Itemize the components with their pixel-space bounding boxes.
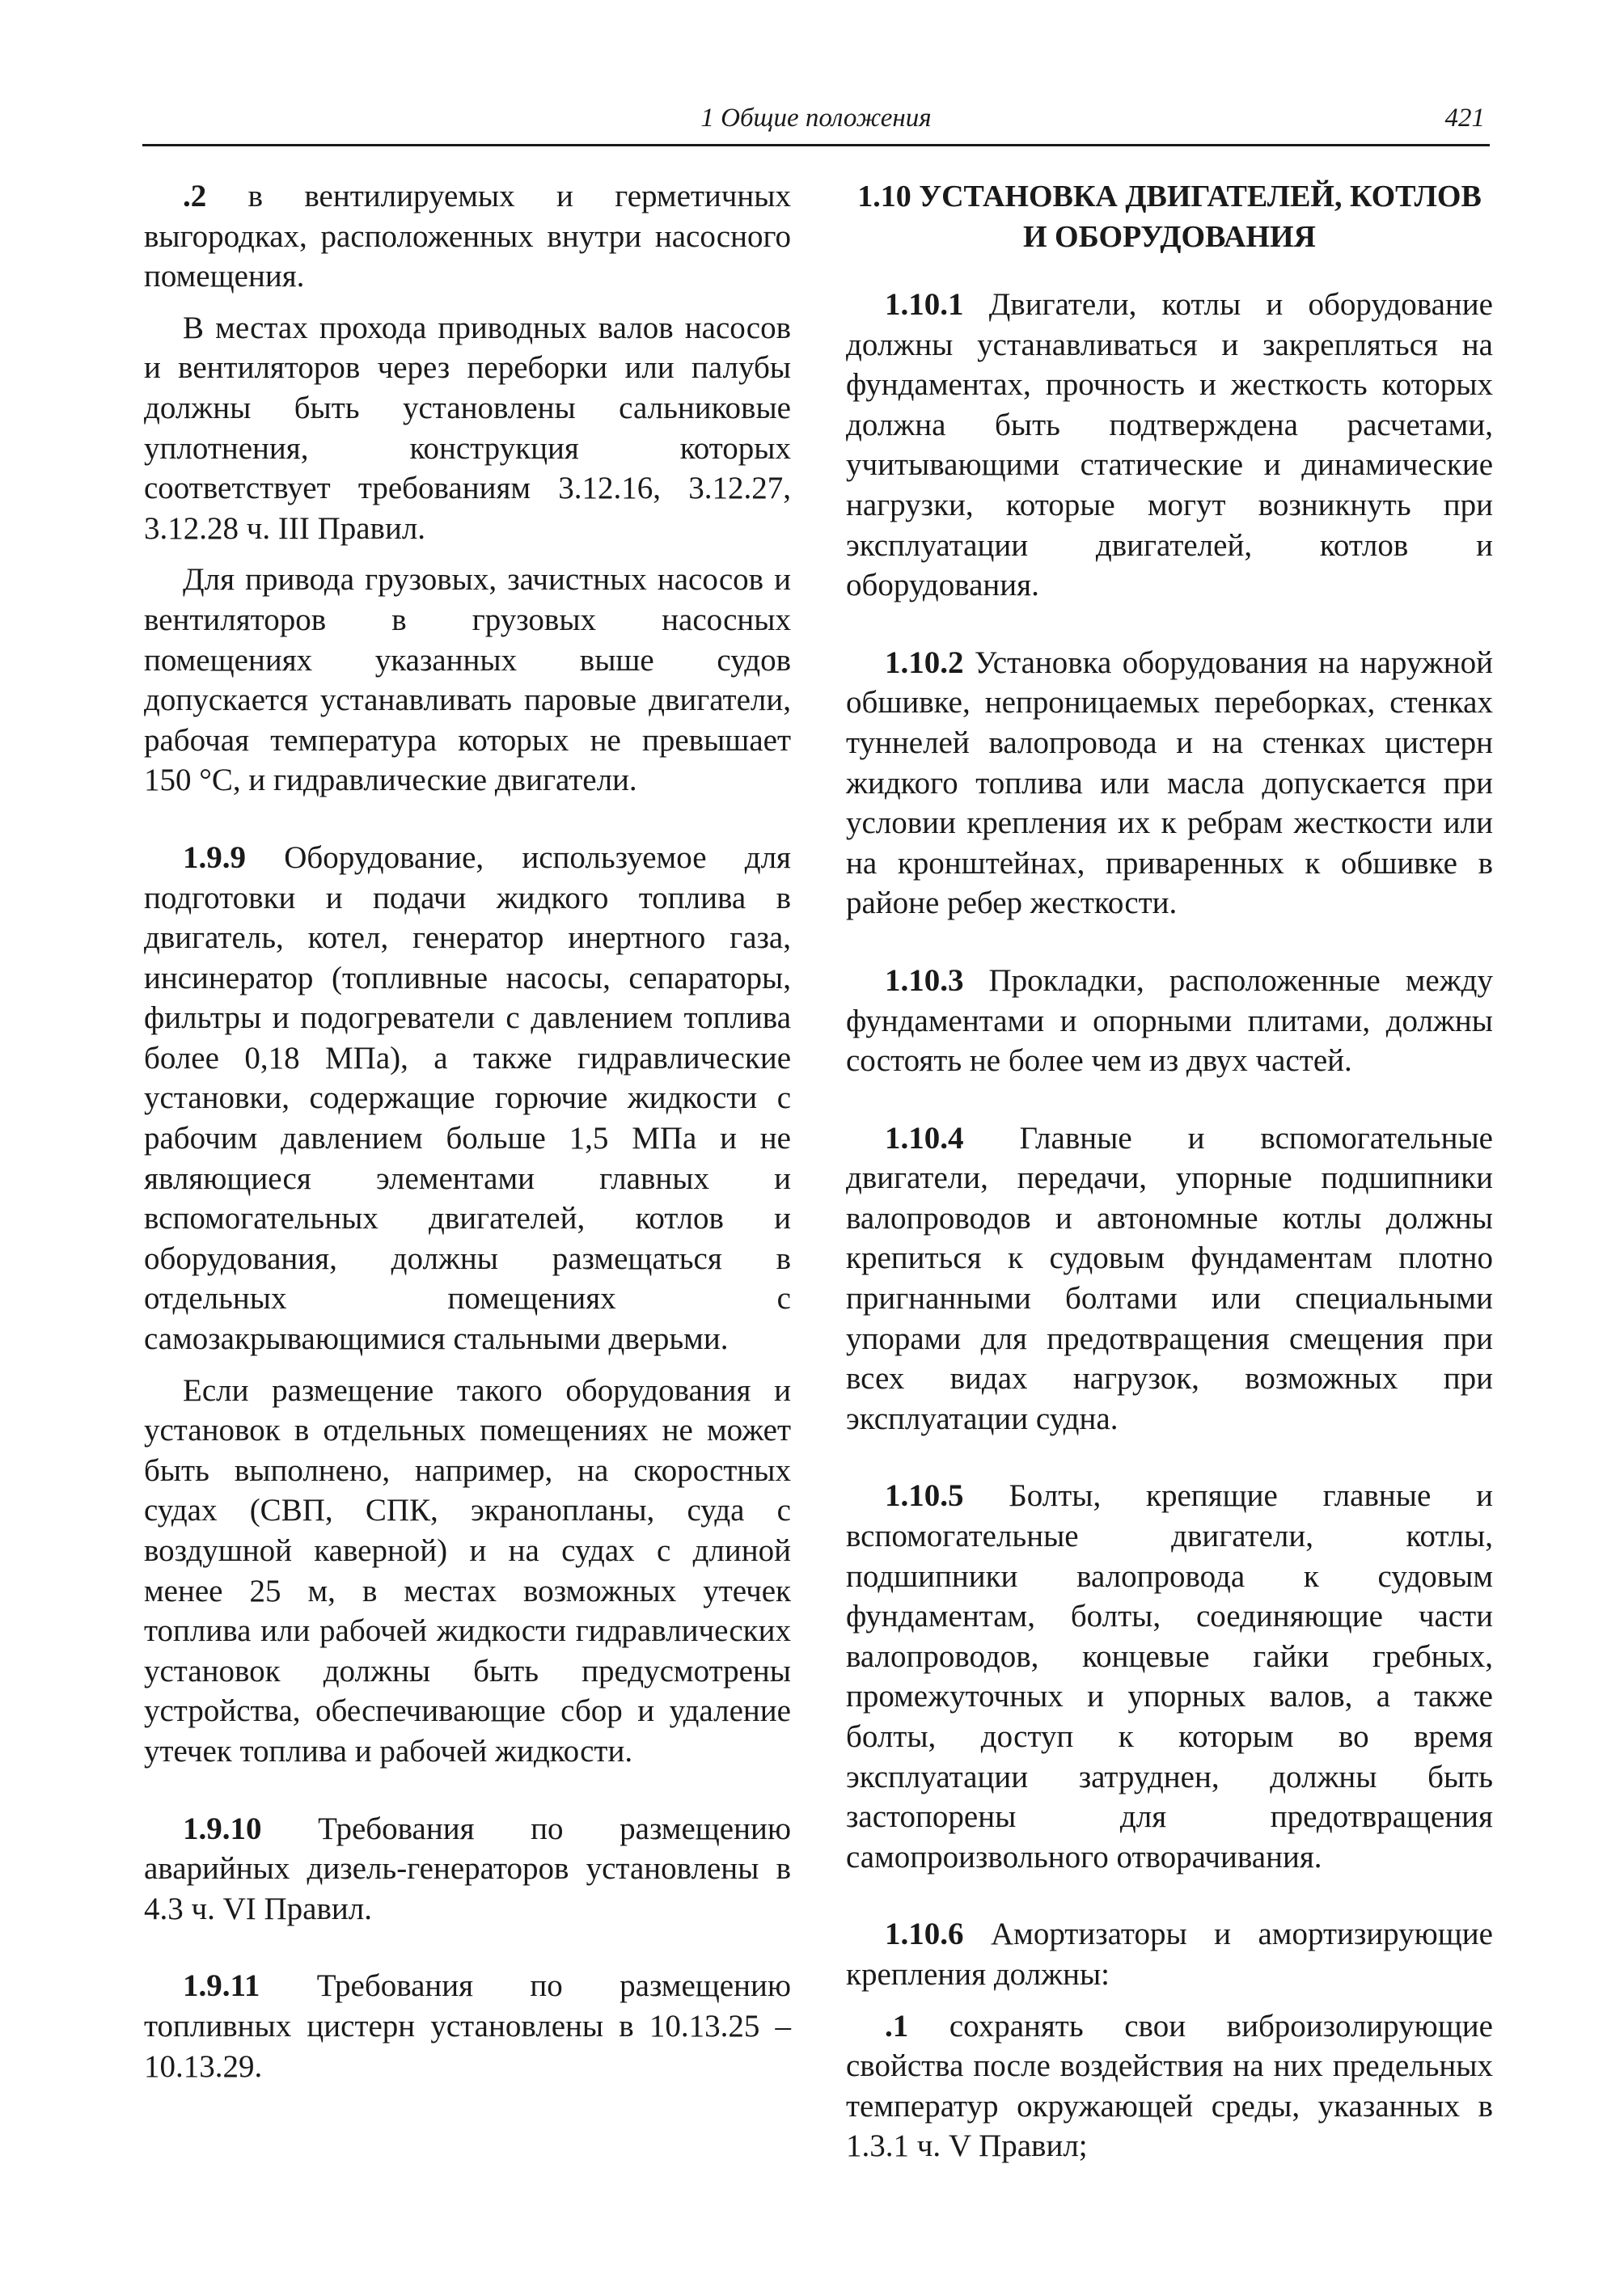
- paragraph-text: Болты, крепящие главные и вспомогательные двигатели, котлы, подшипники валопровода к судовым фундаментам, болты, соединяющие части валопроводов, концевые гайки гребных, промежуточных и упорных валов, а также болты, доступ к которым во время эксплуатации затруднен, должны быть застопорены для предотвращения самопроизвольного отворачивания.: [846, 1478, 1493, 1875]
- clause-number: 1.10.3: [885, 962, 964, 998]
- clause-1-10-4: [846, 1118, 1493, 1439]
- paragraph-text: Главные и вспомогательные двигатели, передачи, упорные подшипники валопроводов и автономные котлы должны крепиться к судовым фундаментам плотно пригнанными болтами или специальными упорами для предотвращения смещения при всех видах нагрузок, возможных при эксплуатации судна.: [846, 1120, 1493, 1436]
- item-number: .2: [183, 179, 207, 213]
- paragraph-text: Требования по размещению топливных цистерн установлены в 10.13.25 – 10.13.29.: [144, 1968, 791, 2084]
- clause-1-9-9: [144, 838, 791, 1359]
- section-title: 1.10 УСТАНОВКА ДВИГАТЕЛЕЙ, КОТЛОВ И ОБОРУДОВАНИЯ: [857, 180, 1482, 254]
- paragraph-text: Требования по размещению аварийных дизель-генераторов установлены в 4.3 ч. VI Правил.: [144, 1811, 791, 1926]
- clause-number: 1.10.6: [885, 1917, 964, 1952]
- paragraph-text: Если размещение такого оборудования и установок в отдельных помещениях не может быть выполнено, например, на скоростных судах (СВП, СПК, экранопланы, суда с воздушной каверной) и на судах с длиной менее 25 м, в местах возможных утечек топлива или рабочей жидкости гидравлических установок должны быть предусмотрены устройства, обеспечивающие сбор и удаление утечек топлива и рабочей жидкости.: [144, 1372, 791, 1769]
- clause-1-10-5: [846, 1476, 1493, 1877]
- right-column: [846, 176, 1493, 2166]
- paragraph: [144, 308, 791, 549]
- clause-1-9-10: [144, 1809, 791, 1930]
- clause-1-10-3: [846, 961, 1493, 1081]
- clause-number: 1.10.1: [885, 287, 964, 322]
- clause-number: 1.10.4: [885, 1120, 964, 1156]
- running-head: [142, 99, 1490, 146]
- clause-number: 1.9.11: [183, 1968, 260, 2004]
- paragraph-text: Для привода грузовых, зачистных насосов и вентиляторов в грузовых насосных помещениях указанных выше судов допускается устанавливать паровые двигатели, рабочая температура которых не превышает 150 °С, и гидравлические двигатели.: [144, 562, 791, 798]
- paragraph-text: Двигатели, котлы и оборудование должны устанавливаться и закрепляться на фундаментах, прочность и жесткость которых должна быть подтверждена расчетами, учитывающими статические и динамические нагрузки, которые могут возникнуть при эксплуатации двигателей, котлов и оборудования.: [846, 287, 1493, 603]
- paragraph: [144, 1371, 791, 1772]
- paragraph-text: Прокладки, расположенные между фундаментами и опорными плитами, должны состоять не более чем из двух частей.: [846, 962, 1493, 1079]
- clause-number: 1.9.10: [183, 1811, 262, 1846]
- clause-number: 1.10.2: [885, 645, 964, 680]
- clause-number: 1.9.9: [183, 839, 246, 875]
- sub-item: [846, 2006, 1493, 2166]
- clause-1-9-11: [144, 1966, 791, 2086]
- clause-1-10-6: [846, 1914, 1493, 1994]
- paragraph-text: Установка оборудования на наружной обшивке, непроницаемых переборках, стенках туннелей валопровода и на стенках цистерн жидкого топлива или масла допускается при условии крепления их к ребрам жесткости или на кронштейнах, приваренных к обшивке в районе ребер жесткости.: [846, 645, 1493, 921]
- page-number: 421: [1444, 104, 1485, 133]
- item-number: .1: [885, 2008, 909, 2044]
- clause-number: 1.10.5: [885, 1478, 964, 1514]
- paragraph-text: сохранять свои виброизолирующие свойства после воздействия на них предельных температур окружающей среды, указанных в 1.3.1 ч. V Правил;: [846, 2008, 1493, 2164]
- paragraph-text: Амортизаторы и амортизирующие крепления должны:: [846, 1917, 1493, 1992]
- left-column: [144, 176, 791, 2086]
- paragraph-text: в вентилируемых и герметичных выгородках, расположенных внутри насосного помещения.: [144, 179, 791, 294]
- paragraph-text: Оборудование, используемое для подготовки и подачи жидкого топлива в двигатель, котел, генератор инертного газа, инсинератор (топливные насосы, сепараторы, фильтры и подогреватели с давлением топлива более 0,18 МПа), а также гидравлические установки, содержащие горючие жидкости с рабочим давлением больше 1,5 МПа и не являющиеся элементами главных и вспомогательных двигателей, котлов и оборудования, должны размещаться в отдельных помещениях с самозакрывающимися стальными дверьми.: [144, 839, 791, 1357]
- paragraph: [144, 176, 791, 297]
- running-head-title: 1 Общие положения: [700, 104, 932, 133]
- clause-1-10-1: [846, 285, 1493, 606]
- clause-1-10-2: [846, 643, 1493, 924]
- paragraph-text: В местах прохода приводных валов насосов и вентиляторов через переборки или палубы должны быть установлены сальниковые уплотнения, конструкция которых соответствует требованиям 3.12.16, 3.12.27, 3.12.28 ч. III Правил.: [144, 310, 791, 546]
- paragraph: [144, 560, 791, 801]
